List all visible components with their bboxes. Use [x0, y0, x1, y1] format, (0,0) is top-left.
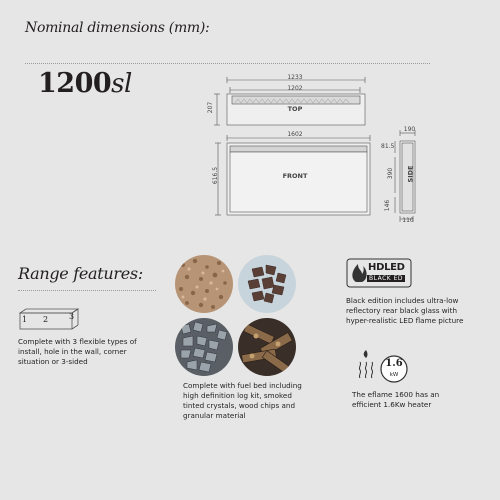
- top-depth-dim: 207: [207, 101, 215, 114]
- wood-chips-image: [238, 255, 296, 313]
- side-label: SIDE: [406, 165, 415, 183]
- heater-kw-value: 1.6: [385, 358, 403, 369]
- install-number-1: 1: [22, 315, 28, 324]
- title-divider: [25, 63, 430, 64]
- page-title: Nominal dimensions (mm):: [25, 20, 210, 36]
- top-overall-dim: 1233: [287, 74, 303, 81]
- heat-icon: [354, 348, 378, 382]
- front-width-dim: 1602: [287, 131, 303, 138]
- install-number-2: 2: [43, 315, 49, 324]
- heater-description: The eflame 1600 has an efficient 1.6Kw heater: [352, 390, 440, 409]
- hdled-badge-top: HDLED: [368, 262, 405, 273]
- side-mid-dim: 390: [387, 167, 395, 180]
- range-divider: [18, 290, 156, 291]
- top-label: TOP: [287, 105, 303, 113]
- side-top-offset-dim: 81.5: [381, 143, 395, 150]
- side-depth-dim: 190: [403, 126, 416, 133]
- log-kit-image: [238, 318, 296, 376]
- black-edition-description: Black edition includes ultra-low reflectory rear black glass with hyper-realistic LED flame picture: [346, 296, 464, 325]
- model-number: 1200: [38, 68, 112, 99]
- granular-material-image: [175, 255, 233, 313]
- install-number-3: 3: [69, 312, 75, 321]
- side-bottom-dim: 146: [384, 199, 392, 212]
- smoked-crystals-image: [175, 318, 233, 376]
- side-base-dim: 110: [402, 217, 414, 224]
- hdled-badge-bottom: BLACK ED: [369, 275, 404, 282]
- front-label: FRONT: [282, 172, 308, 180]
- model-name: [38, 68, 132, 99]
- front-height-dim: 616.5: [212, 166, 220, 185]
- fuelbed-description: Complete with fuel bed including high definition log kit, smoked tinted crystals, wood chips and granular material: [183, 381, 302, 420]
- heater-kw-unit: kW: [389, 372, 399, 378]
- range-features-title: Range features:: [18, 264, 143, 283]
- top-inner-dim: 1202: [287, 85, 303, 92]
- install-description: Complete with 3 flexible types of install, hole in the wall, corner situation or 3-sided: [18, 337, 137, 366]
- model-suffix: sl: [111, 69, 132, 99]
